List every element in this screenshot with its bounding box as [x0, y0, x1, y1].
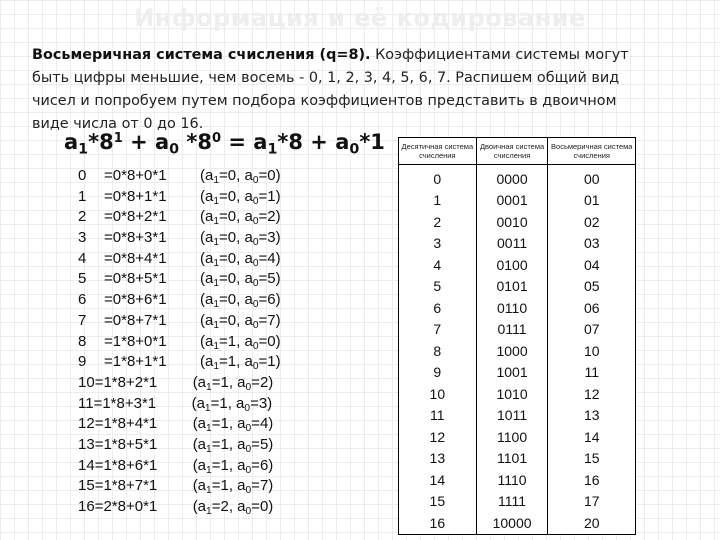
formula-part: = a	[221, 130, 268, 154]
expansion-row	[78, 435, 281, 456]
coef-a1: 1	[220, 415, 229, 433]
decimal-number: 12	[78, 415, 95, 433]
coefficients: ($a_1=0$, $a_0=5$)	[200, 270, 281, 290]
cell-decimal: 4	[399, 254, 477, 276]
formula-part: *8 + a	[277, 130, 350, 154]
decimal-number: 16	[78, 498, 95, 515]
expansion-row	[78, 456, 281, 477]
table-row	[399, 319, 636, 341]
table-row	[399, 448, 636, 470]
decimal-number: 6	[78, 291, 87, 309]
cell-binary: 0011	[476, 233, 548, 255]
table-row	[399, 340, 636, 362]
table-row	[399, 512, 636, 534]
intro-paragraph	[32, 44, 644, 136]
expansion-expression: =1*8+0*1	[104, 332, 167, 350]
formula-part: + a	[122, 130, 170, 154]
coef-a0: 3	[258, 394, 268, 412]
slide-title: Информация и её кодирование	[134, 4, 586, 32]
expansion-row	[78, 373, 281, 394]
decimal-number: 13	[78, 435, 95, 453]
expansion-expression: =0*8+3*1	[104, 229, 167, 247]
expansion-expression: =1*8+4*1	[94, 415, 158, 433]
coefficients: ($a_1=1$, $a_0=6$)	[192, 456, 274, 476]
coefficients: ($a_1=1$, $a_0=1$)	[200, 353, 281, 373]
header-binary: Двоичная система счисления	[476, 138, 548, 165]
cell-decimal: 1	[399, 190, 477, 212]
expansion-row	[78, 414, 281, 435]
expansion-expression: =0*8+7*1	[104, 311, 167, 329]
cell-decimal: 14	[399, 469, 477, 491]
table-row	[399, 405, 636, 427]
expansion-row	[78, 311, 281, 332]
cell-decimal: 10	[399, 383, 477, 405]
intro-lead: Восьмеричная система счисления (q=8).	[32, 47, 371, 63]
cell-octal: 13	[548, 405, 636, 427]
coef-a0: 2	[259, 373, 269, 391]
expansion-row	[78, 249, 281, 270]
cell-decimal: 15	[399, 491, 477, 513]
cell-octal: 12	[548, 383, 636, 405]
cell-decimal: 8	[399, 340, 477, 362]
coef-a1: 2	[220, 498, 229, 515]
decimal-number: 5	[78, 270, 87, 288]
coef-a1: 1	[220, 373, 229, 391]
coefficients: ($a_1=0$, $a_0=2$)	[200, 208, 281, 228]
coef-a0: 1	[267, 187, 276, 205]
coef-a1: 1	[219, 394, 228, 412]
coef-a0: 6	[259, 456, 269, 474]
cell-decimal: 0	[399, 165, 477, 190]
coefficients: ($a_1=0$, $a_0=7$)	[200, 311, 281, 331]
expansion-row	[78, 187, 281, 208]
formula-index: 0	[349, 141, 360, 158]
decimal-number: 2	[78, 208, 87, 226]
cell-octal: 07	[548, 319, 636, 341]
cell-decimal: 13	[399, 448, 477, 470]
coefficients: ($a_1=0$, $a_0=0$)	[200, 167, 281, 187]
cell-octal: 05	[548, 276, 636, 298]
coefficients: ($a_1=2$, $a_0=0$)	[192, 498, 274, 518]
decimal-number: 10	[78, 373, 95, 391]
expansion-expression: =1*8+6*1	[94, 456, 158, 474]
expansion-row	[78, 290, 281, 311]
cell-decimal: 6	[399, 297, 477, 319]
expansion-expression: =0*8+0*1	[104, 167, 167, 184]
expansion-row	[78, 352, 281, 373]
expansion-row	[78, 497, 281, 518]
coef-a0: 0	[259, 498, 269, 515]
formula-part: *8	[88, 130, 114, 154]
cell-octal: 00	[548, 165, 636, 190]
general-formula	[64, 130, 385, 157]
cell-decimal: 12	[399, 426, 477, 448]
decimal-number: 3	[78, 229, 87, 247]
expansion-expression: =1*8+2*1	[94, 373, 158, 391]
table-row	[399, 165, 636, 190]
coef-a1: 1	[227, 332, 237, 350]
decimal-number: 1	[78, 187, 87, 205]
decimal-number: 11	[78, 394, 94, 412]
coef-a0: 2	[267, 208, 276, 226]
cell-decimal: 2	[399, 211, 477, 233]
formula-exponent: 1	[113, 130, 123, 146]
expansion-expression: =1*8+1*1	[104, 353, 167, 371]
coef-a1: 0	[227, 167, 237, 184]
coef-a0: 0	[267, 167, 276, 184]
formula-part: *8	[179, 130, 212, 154]
cell-octal: 15	[548, 448, 636, 470]
coefficients: ($a_1=0$, $a_0=4$)	[200, 249, 281, 269]
cell-binary: 0111	[476, 319, 548, 341]
expansion-row	[78, 228, 281, 249]
expansion-expression: =0*8+1*1	[104, 187, 167, 205]
expansion-expression: =0*8+4*1	[104, 249, 167, 267]
table-row	[399, 491, 636, 513]
formula-exponent: 0	[212, 130, 222, 146]
decimal-number: 8	[78, 332, 87, 350]
cell-decimal: 7	[399, 319, 477, 341]
decimal-number: 9	[78, 353, 87, 371]
cell-binary: 1111	[476, 491, 548, 513]
coefficients: ($a_1=0$, $a_0=3$)	[200, 229, 281, 249]
table-row	[399, 297, 636, 319]
cell-octal: 17	[548, 491, 636, 513]
coef-a1: 1	[220, 477, 229, 495]
expansion-row	[78, 166, 281, 187]
header-octal: Восьмеричная система счисления	[548, 138, 636, 165]
cell-binary: 0100	[476, 254, 548, 276]
expansion-row	[78, 394, 281, 415]
expansion-row	[78, 207, 281, 228]
coefficients: ($a_1=0$, $a_0=1$)	[200, 187, 281, 207]
decimal-number: 0	[78, 167, 87, 184]
coef-a0: 0	[267, 332, 276, 350]
expansion-expression: =0*8+2*1	[104, 208, 167, 226]
table-body	[399, 165, 636, 535]
cell-binary: 0000	[476, 165, 548, 190]
coef-a0: 6	[267, 291, 276, 309]
formula-index: 1	[78, 141, 89, 158]
cell-binary: 1001	[476, 362, 548, 384]
cell-octal: 03	[548, 233, 636, 255]
cell-octal: 16	[548, 469, 636, 491]
formula-index: 1	[267, 141, 278, 158]
cell-binary: 10000	[476, 512, 548, 534]
table-header-row	[399, 138, 636, 165]
expansion-row	[78, 332, 281, 353]
coef-a0: 3	[267, 229, 276, 247]
cell-octal: 11	[548, 362, 636, 384]
expansion-list	[78, 166, 281, 518]
decimal-number: 14	[78, 456, 95, 474]
cell-octal: 06	[548, 297, 636, 319]
expansion-row	[78, 269, 281, 290]
expansion-expression: =1*8+3*1	[93, 394, 157, 412]
decimal-number: 4	[78, 249, 87, 267]
coef-a0: 5	[267, 270, 276, 288]
cell-decimal: 11	[399, 405, 477, 427]
cell-octal: 04	[548, 254, 636, 276]
table-row	[399, 233, 636, 255]
cell-binary: 1011	[476, 405, 548, 427]
cell-binary: 1000	[476, 340, 548, 362]
cell-decimal: 16	[399, 512, 477, 534]
coef-a1: 0	[227, 311, 237, 329]
cell-binary: 1101	[476, 448, 548, 470]
table-row	[399, 362, 636, 384]
coef-a1: 0	[227, 249, 237, 267]
expansion-row	[78, 476, 281, 497]
expansion-expression: =0*8+5*1	[104, 270, 167, 288]
cell-binary: 0110	[476, 297, 548, 319]
coef-a1: 0	[227, 270, 237, 288]
coef-a0: 7	[267, 311, 276, 329]
cell-binary: 1010	[476, 383, 548, 405]
coefficients: ($a_1=1$, $a_0=5$)	[192, 435, 274, 455]
table-row	[399, 254, 636, 276]
header-decimal: Десятичная система счисления	[399, 138, 477, 165]
intro-body: Коэффициентами системы могут быть цифры меньшие, чем восемь - 0, 1, 2, 3, 4, 5, 6, 7. Распишем общий вид чисел и попробуем путем подбора коэффициентов представить в двоичном виде числа от 0 до 16.	[32, 47, 629, 132]
formula-symbol: a	[64, 130, 79, 154]
cell-octal: 10	[548, 340, 636, 362]
formula-part: *1	[359, 130, 385, 154]
coef-a0: 5	[259, 435, 269, 453]
coef-a1: 1	[220, 435, 229, 453]
coefficients: ($a_1=0$, $a_0=6$)	[200, 291, 281, 311]
coef-a0: 7	[259, 477, 269, 495]
cell-octal: 02	[548, 211, 636, 233]
table-row	[399, 426, 636, 448]
formula-index: 0	[169, 141, 180, 158]
table-row	[399, 383, 636, 405]
cell-binary: 0001	[476, 190, 548, 212]
expansion-expression: =0*8+6*1	[104, 291, 167, 309]
coefficients: ($a_1=1$, $a_0=4$)	[192, 415, 274, 435]
table-row	[399, 276, 636, 298]
coefficients: ($a_1=1$, $a_0=7$)	[192, 477, 274, 497]
cell-binary: 1110	[476, 469, 548, 491]
cell-decimal: 9	[399, 362, 477, 384]
cell-decimal: 3	[399, 233, 477, 255]
coef-a1: 1	[220, 456, 229, 474]
coefficients: ($a_1=1$, $a_0=0$)	[200, 332, 281, 352]
coef-a1: 0	[227, 187, 237, 205]
coef-a0: 4	[259, 415, 269, 433]
coef-a1: 0	[227, 208, 237, 226]
table-row	[399, 211, 636, 233]
cell-octal: 14	[548, 426, 636, 448]
decimal-number: 7	[78, 311, 87, 329]
cell-decimal: 5	[399, 276, 477, 298]
coef-a0: 1	[267, 353, 276, 371]
coefficients: ($a_1=1$, $a_0=3$)	[191, 394, 273, 414]
cell-binary: 0010	[476, 211, 548, 233]
expansion-expression: =1*8+5*1	[94, 435, 158, 453]
table-row	[399, 190, 636, 212]
conversion-table	[398, 137, 636, 535]
coefficients: ($a_1=1$, $a_0=2$)	[192, 373, 274, 393]
cell-octal: 20	[548, 512, 636, 534]
table-row	[399, 469, 636, 491]
expansion-expression: =2*8+0*1	[94, 498, 158, 515]
coef-a1: 0	[227, 229, 237, 247]
cell-octal: 01	[548, 190, 636, 212]
cell-binary: 1100	[476, 426, 548, 448]
coef-a0: 4	[267, 249, 276, 267]
decimal-number: 15	[78, 477, 95, 495]
expansion-expression: =1*8+7*1	[94, 477, 158, 495]
coef-a1: 0	[227, 291, 237, 309]
coef-a1: 1	[227, 353, 237, 371]
cell-binary: 0101	[476, 276, 548, 298]
